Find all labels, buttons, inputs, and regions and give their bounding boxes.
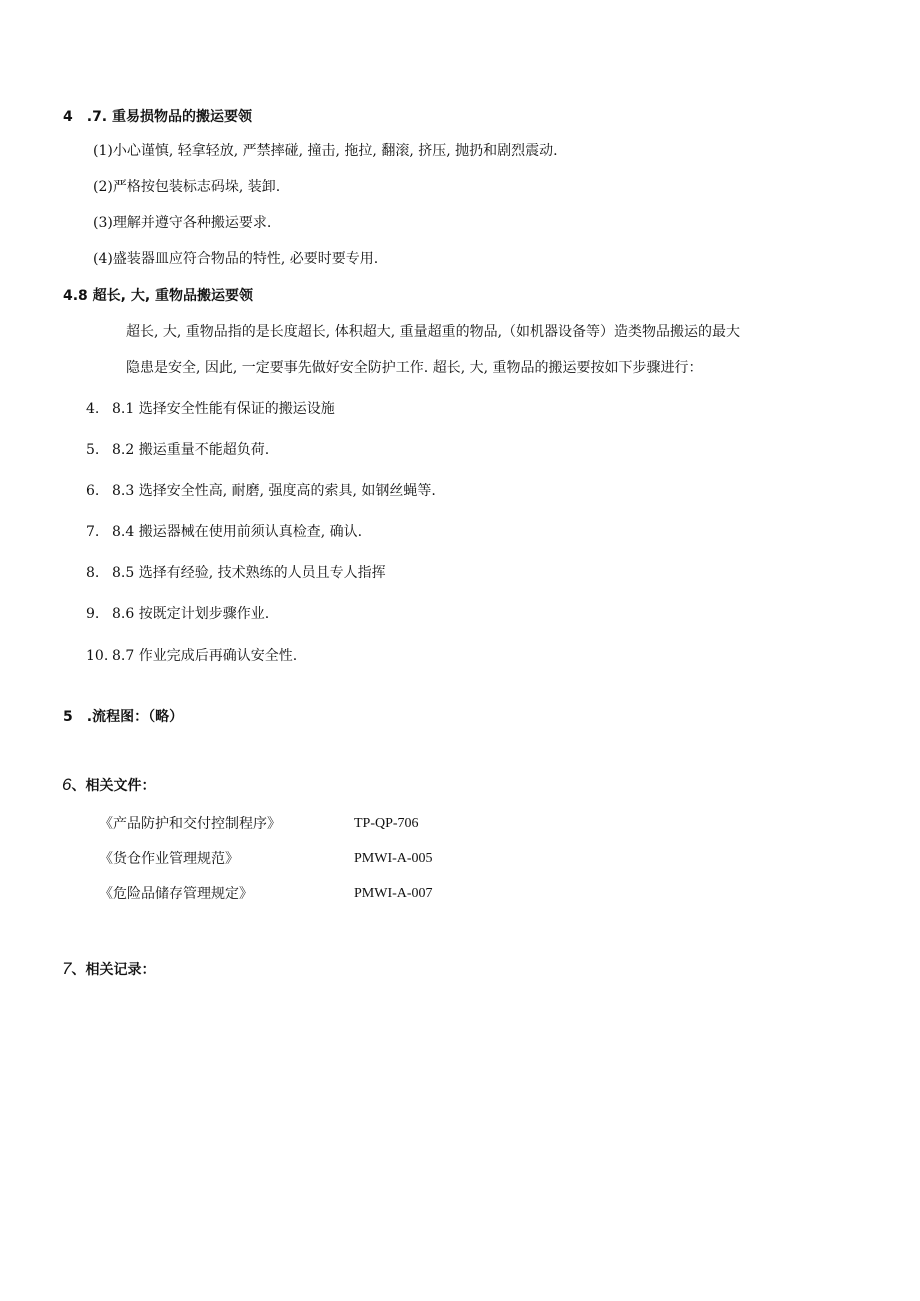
section-4-7-item-4: (4)盛装器皿应符合物品的特性, 必要时要专用. [93, 251, 379, 267]
section-4-7-item-3: (3)理解并遵守各种搬运要求. [93, 215, 272, 231]
list-item-text: 8.2 搬运重量不能超负荷. [112, 442, 270, 458]
list-item-text: 8.6 按既定计划步骤作业. [112, 606, 270, 622]
list-item-text: 8.4 搬运器械在使用前须认真检查, 确认. [112, 524, 363, 540]
section-4-7-title: .7. 重易损物品的搬运要领 [86, 109, 253, 125]
related-doc-code-3: PMWI-A-007 [354, 886, 433, 901]
list-item-text: 8.1 选择安全性能有保证的搬运设施 [112, 401, 335, 417]
list-item-number: 6. [86, 483, 100, 499]
section-4-8-heading: 4.8 超长, 大, 重物品搬运要领 [63, 288, 254, 304]
list-item-number: 4. [86, 401, 100, 417]
list-item-number: 8. [86, 565, 100, 581]
list-item-text: 8.7 作业完成后再确认安全性. [112, 648, 298, 664]
list-item [86, 564, 386, 582]
section-6-heading [62, 776, 155, 795]
list-item [86, 400, 335, 418]
section-7-heading [62, 960, 155, 979]
list-item-number: 9. [86, 606, 100, 622]
section-4-7-item-1: (1)小心谨慎, 轻拿轻放, 严禁摔碰, 撞击, 拖拉, 翻滚, 挤压, 抛扔和剧烈震动. [93, 143, 558, 159]
related-doc-code-2: PMWI-A-005 [354, 851, 433, 866]
section-5-title: .流程图：（略） [86, 709, 184, 725]
related-doc-name-2: 《货仓作业管理规范》 [99, 851, 239, 867]
section-5-number: 5 [63, 709, 73, 725]
section-4-7-heading [63, 108, 252, 126]
list-item [86, 647, 297, 665]
list-item [86, 441, 269, 459]
list-item-number: 5. [86, 442, 100, 458]
section-6-title: 、相关文件： [71, 778, 156, 794]
list-item-text: 8.5 选择有经验, 技术熟练的人员且专人指挥 [112, 565, 386, 581]
related-doc-name-3: 《危险品储存管理规定》 [99, 886, 253, 902]
list-item [86, 605, 269, 623]
section-5-heading [63, 708, 183, 726]
section-4-7-number: 4 [63, 109, 73, 125]
section-4-7-item-2: (2)严格按包装标志码垛, 装卸. [93, 179, 281, 195]
list-item-text: 8.3 选择安全性高, 耐磨, 强度高的索具, 如钢丝蝇等. [112, 483, 436, 499]
section-7-title: 、相关记录： [71, 962, 156, 978]
list-item [86, 523, 362, 541]
section-4-8-paragraph-line-1: 超长, 大, 重物品指的是长度超长, 体积超大, 重量超重的物品,（如机器设备等）造类物品搬运的最大 [126, 324, 741, 340]
section-6-number: 6 [62, 775, 72, 794]
list-item-number: 10. [86, 648, 109, 664]
related-doc-name-1: 《产品防护和交付控制程序》 [99, 816, 281, 832]
list-item [86, 482, 436, 500]
section-7-number: 7 [62, 959, 72, 978]
list-item-number: 7. [86, 524, 100, 540]
related-doc-code-1: TP-QP-706 [354, 816, 419, 831]
section-4-8-paragraph-line-2: 隐患是安全, 因此, 一定要事先做好安全防护工作. 超长, 大, 重物品的搬运要按如下步骤进行： [126, 360, 703, 376]
